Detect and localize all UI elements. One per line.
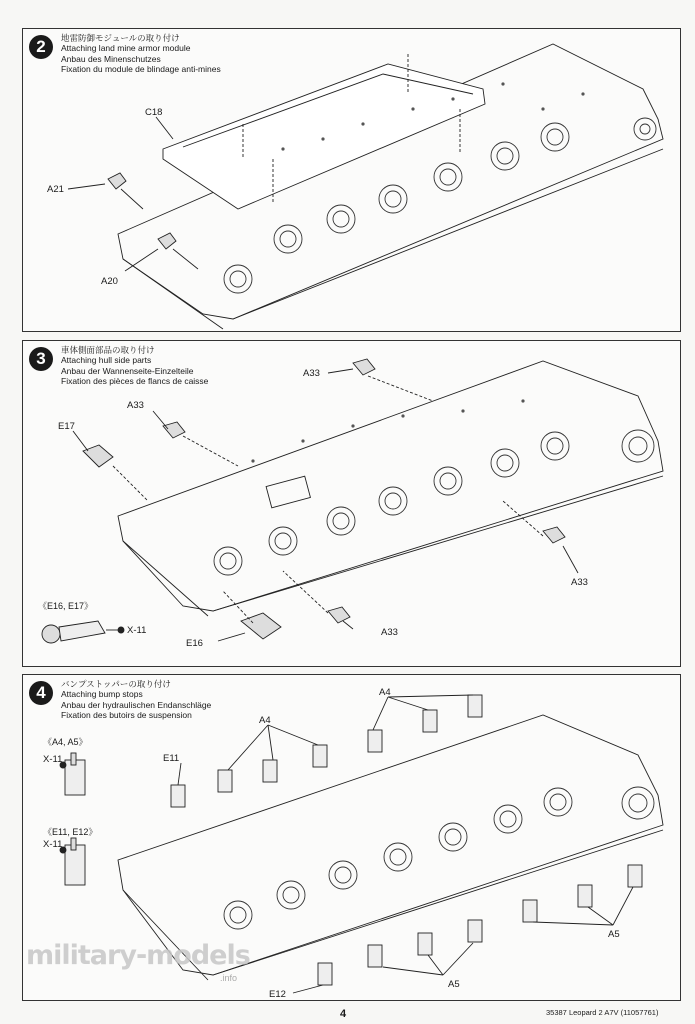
hull-illustration-step-2 [23,29,682,333]
title-ja: 地雷防御モジュールの取り付け [61,33,180,43]
label-a4-left: A4 [259,715,271,726]
sub-title-e16-e17: 《E16, E17》 [38,601,94,611]
title-de: Anbau der Wannenseite-Einzelteile [61,365,194,376]
sub-title-e11-e12: 《E11, E12》 [43,827,98,837]
title-de: Anbau der hydraulischen Endanschläge [61,699,212,710]
label-a5-bottom: A5 [448,979,460,990]
label-a21: A21 [47,184,64,195]
label-e11: E11 [163,753,180,764]
label-a4-right: A4 [379,687,391,698]
label-a33-top: A33 [303,368,320,379]
label-e17: E17 [58,421,75,432]
step-number: 2 [29,35,53,59]
title-ja: 車体側面部品の取り付け [61,345,155,355]
step-number: 4 [29,681,53,705]
title-en: Attaching bump stops [61,689,143,700]
label-a5-right: A5 [608,929,620,940]
label-a33-bottom: A33 [381,627,398,638]
title-fr: Fixation du module de blindage anti-mines [61,63,221,74]
label-a20: A20 [101,276,118,287]
label-c18: C18 [145,107,163,118]
title-fr: Fixation des pièces de flancs de caisse [61,375,209,386]
page-number: 4 [340,1008,347,1020]
title-en: Attaching land mine armor module [61,43,191,54]
step-number: 3 [29,347,53,371]
label-a33-right: A33 [571,577,588,588]
title-ja: バンプストッパーの取り付け [61,679,171,689]
step-3-panel [22,340,681,667]
title-de: Anbau des Minenschutzes [61,53,161,64]
footer-code: 35387 Leopard 2 A7V (11057761) [546,1008,659,1017]
label-x11-a: X-11 [43,754,63,765]
step-2-panel [22,28,681,332]
label-x11: X-11 [127,625,147,636]
sub-title-a4-a5: 《A4, A5》 [43,737,88,747]
hull-illustration-step-3 [23,341,682,668]
watermark-logo: military-models [26,940,250,971]
title-en: Attaching hull side parts [61,355,152,366]
watermark-suffix: .info [220,973,238,983]
label-e12: E12 [269,989,286,1000]
title-fr: Fixation des butoirs de suspension [61,709,192,720]
label-x11-e: X-11 [43,839,63,850]
label-a33-left: A33 [127,400,144,411]
label-e16: E16 [186,638,203,649]
